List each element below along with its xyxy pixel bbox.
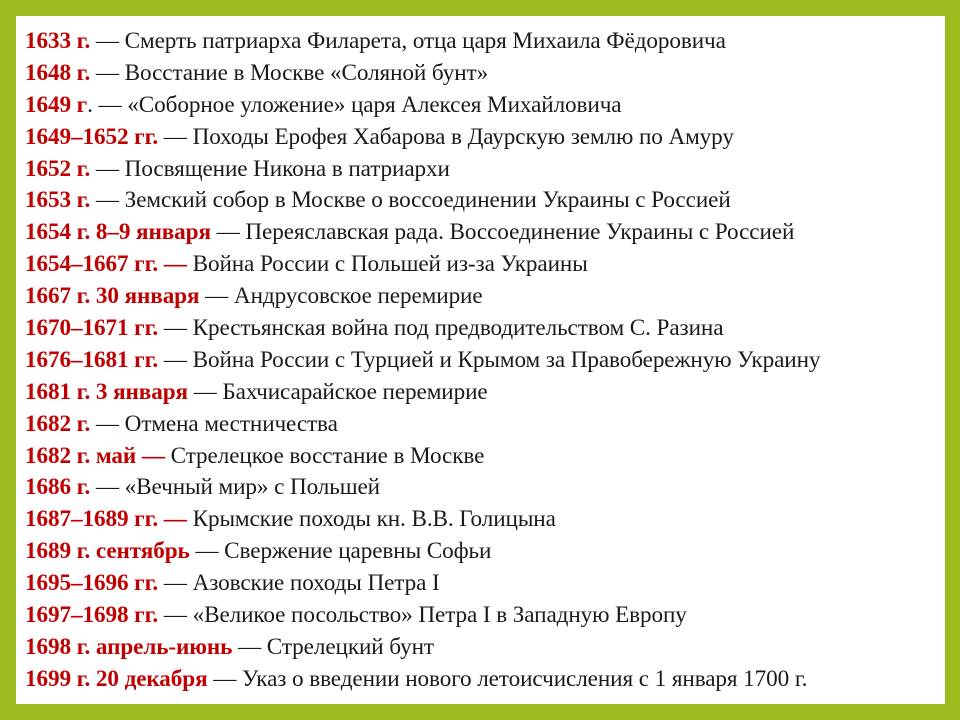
event-separator: — — [207, 665, 243, 692]
event-date: 1686 г. — [25, 474, 91, 501]
event-separator: — — [210, 219, 246, 246]
event-text: Война России с Турцией и Крымом за Правобережную Украину — [192, 346, 821, 373]
event-text: Смерть патриарха Филарета, отца царя Михаила Фёдоровича — [124, 28, 726, 54]
event-text: «Соборное уложение» царя Алексея Михайловича — [127, 91, 622, 118]
event-separator: — — [158, 346, 193, 373]
event-date: 1654 г. 8–9 января — [25, 219, 211, 246]
event-separator: — — [187, 378, 223, 405]
event-separator: — — [158, 570, 193, 597]
event-separator: — — [90, 410, 125, 437]
event-text: Посвящение Никона в патриархи — [124, 155, 450, 182]
event-date: 1687–1689 гг. — — [25, 506, 187, 533]
timeline-row — [25, 185, 945, 217]
event-text: Походы Ерофея Хабарова в Даурскую землю по Амуру — [192, 123, 734, 150]
event-date: 1648 г. — [25, 59, 91, 86]
event-date: 1682 г. май — — [25, 442, 165, 469]
event-separator: . — — [87, 91, 128, 118]
event-separator: — — [90, 474, 125, 501]
event-separator: — — [199, 283, 234, 310]
event-text: Война России с Польшей из-за Украины — [192, 251, 588, 278]
event-text: Стрелецкое восстание в Москве — [170, 442, 485, 469]
event-date: 1667 г. 30 января — [25, 283, 200, 310]
event-text: Бахчисарайское перемирие — [222, 378, 488, 405]
timeline-row — [25, 122, 945, 154]
event-separator: — — [90, 59, 125, 86]
event-text: Восстание в Москве «Соляной бунт» — [124, 59, 489, 86]
event-date: 1698 г. апрель-июнь — [25, 633, 233, 660]
event-date: 1652 г. — [25, 155, 91, 182]
event-text: Указ о введении нового летоисчисления с 1 января 1700 г. — [242, 665, 808, 692]
event-separator: — — [189, 538, 225, 565]
event-date: 1670–1671 гг. — [25, 315, 159, 342]
timeline-row — [25, 249, 945, 281]
event-date: 1649–1652 гг. — [25, 123, 159, 150]
timeline-row — [25, 58, 945, 90]
event-date: 1654–1667 гг. — — [25, 251, 187, 278]
event-separator: — — [90, 187, 125, 214]
timeline-row — [25, 281, 945, 313]
timeline-row — [25, 377, 945, 409]
event-date: 1699 г. 20 декабря — [25, 665, 208, 692]
timeline-row — [25, 632, 945, 664]
timeline-panel — [16, 16, 945, 704]
event-date: 1681 г. 3 января — [25, 378, 188, 405]
event-text: «Вечный мир» с Польшей — [124, 474, 380, 501]
event-text: Азовские походы Петра I — [192, 570, 440, 597]
timeline-row — [25, 536, 945, 568]
timeline-row — [25, 345, 945, 377]
timeline-row — [25, 154, 945, 186]
event-date: 1676–1681 гг. — [25, 346, 159, 373]
event-text: Свержение царевны Софьи — [224, 538, 492, 565]
event-date: 1695–1696 гг. — [25, 570, 159, 597]
event-date: 1697–1698 гг. — [25, 602, 159, 629]
timeline-row — [25, 568, 945, 600]
event-date: 1653 г. — [25, 187, 91, 214]
event-date: 1682 г. — [25, 410, 91, 437]
event-separator: — — [158, 123, 193, 150]
event-date: 1633 г. — [25, 28, 91, 54]
event-text: Земский собор в Москве о воссоединении Украины с Россией — [124, 187, 731, 214]
event-text: Крестьянская война под предводительством С. Разина — [192, 315, 724, 342]
timeline-row — [25, 504, 945, 536]
timeline-row — [25, 313, 945, 345]
event-text: Крымские походы кн. В.В. Голицына — [192, 506, 556, 533]
event-text: Стрелецкий бунт — [266, 633, 434, 660]
timeline-row — [25, 664, 945, 696]
event-separator: — — [158, 315, 193, 342]
event-separator: — — [232, 633, 267, 660]
timeline-row — [25, 217, 945, 249]
timeline-row — [25, 472, 945, 504]
event-date: 1649 г — [25, 91, 88, 118]
timeline-row — [25, 409, 945, 441]
timeline-row — [25, 441, 945, 473]
event-separator: — — [158, 602, 193, 629]
event-text: Переяславская рада. Воссоединение Украины с Россией — [245, 219, 795, 246]
event-text: Андрусовское перемирие — [233, 283, 483, 310]
event-date: 1689 г. сентябрь — [25, 538, 190, 565]
event-separator: — — [90, 28, 125, 54]
timeline-row — [25, 26, 945, 58]
timeline-row — [25, 90, 945, 122]
timeline-row — [25, 600, 945, 632]
event-text: Отмена местничества — [124, 410, 338, 437]
event-separator: — — [90, 155, 125, 182]
event-text: «Великое посольство» Петра I в Западную Европу — [192, 602, 687, 629]
